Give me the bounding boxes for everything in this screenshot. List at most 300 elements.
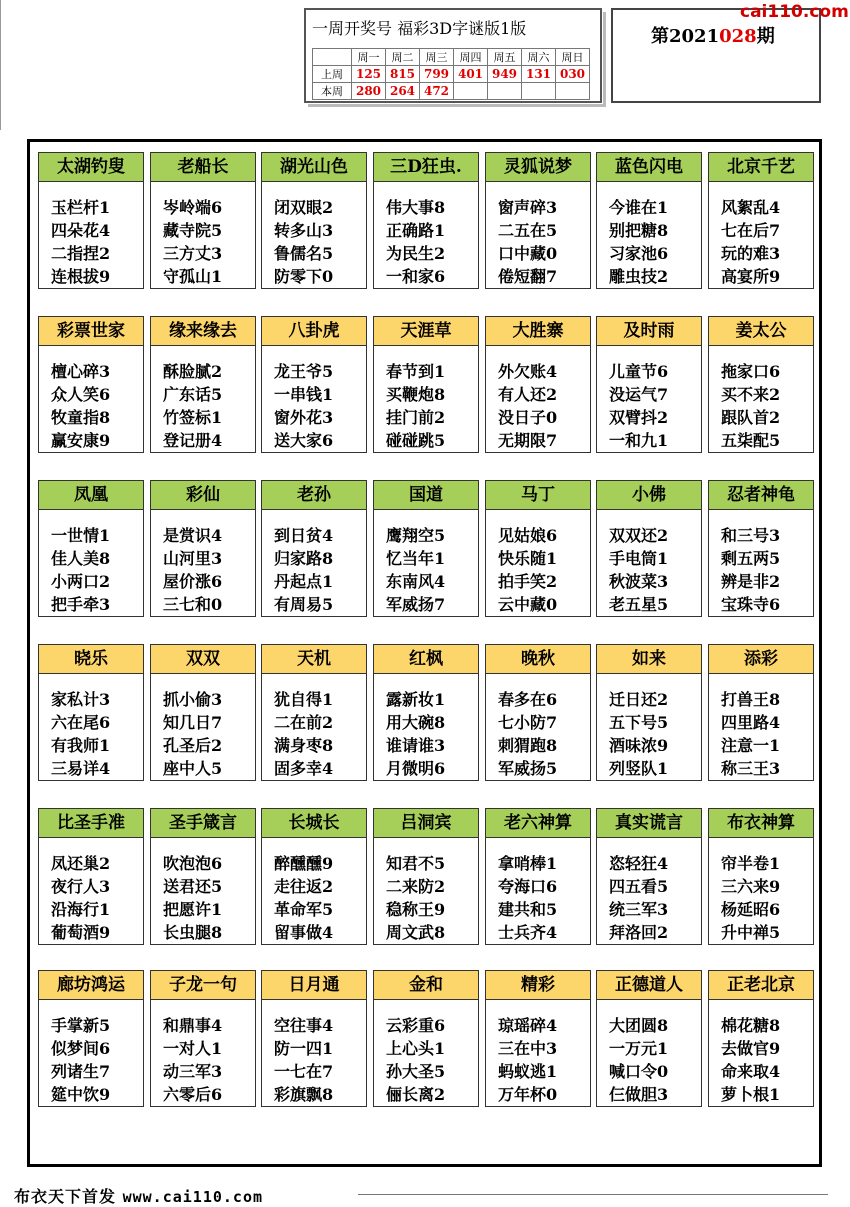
result-number: 280 [352,83,386,100]
riddle-line: 士兵齐4 [498,923,558,942]
riddle-line: 棉花糖8 [721,1016,781,1035]
result-number: 799 [420,66,454,83]
riddle-cell [38,480,144,617]
riddle-lines [709,346,813,452]
riddle-lines [151,674,255,780]
riddle-lines [374,838,478,944]
riddle-line: 口中藏0 [498,244,558,263]
riddle-line: 春多在6 [498,690,558,709]
author-name: 及时雨 [597,317,701,346]
riddle-cell [485,970,591,1107]
riddle-cell [150,970,256,1107]
riddle-line: 一和九1 [609,431,669,450]
riddle-line: 空往事4 [274,1016,334,1035]
riddle-lines [39,1000,143,1106]
author-name: 凤凰 [39,481,143,510]
riddle-cell [261,808,367,945]
riddle-line: 登记册4 [163,431,223,450]
riddle-cell [150,644,256,781]
result-number [522,83,556,100]
riddle-cell [485,316,591,453]
author-name: 国道 [374,481,478,510]
riddle-line: 拖家口6 [721,362,781,381]
riddle-line: 列诸生7 [51,1062,111,1081]
riddle-lines [262,838,366,944]
riddle-line: 升中禅5 [721,923,781,942]
riddle-lines [151,510,255,616]
riddle-lines [262,674,366,780]
riddle-cell [38,644,144,781]
riddle-cell [373,970,479,1107]
footer-credit: 布衣天下首发 www.cai110.com [14,1187,264,1206]
day-label: 周六 [522,49,556,66]
riddle-cell [596,480,702,617]
result-number [454,83,488,100]
author-name: 彩票世家 [39,317,143,346]
riddle-lines [597,838,701,944]
riddle-cell [261,152,367,289]
footer-rule [358,1194,828,1195]
author-name: 长城长 [262,809,366,838]
riddle-line: 犹自得1 [274,690,334,709]
riddle-line: 用大碗8 [386,713,446,732]
riddle-line: 丹起点1 [274,572,334,591]
riddle-line: 夸海口6 [498,877,558,896]
riddle-line: 双双还2 [609,526,669,545]
riddle-line: 没运气7 [609,385,669,404]
author-name: 廊坊鸿运 [39,971,143,1000]
riddle-line: 无期限7 [498,431,558,450]
author-name: 太湖钓叟 [39,153,143,182]
author-name: 精彩 [486,971,590,1000]
riddle-lines [374,510,478,616]
riddle-line: 鲁儒名5 [274,244,334,263]
riddle-line: 窗外花3 [274,408,334,427]
riddle-cell [373,316,479,453]
author-name: 蓝色闪电 [597,153,701,182]
issue-number: 第2021028期 [651,26,775,47]
result-number [556,83,590,100]
riddle-line: 玉栏杆1 [51,198,111,217]
author-name: 灵狐说梦 [486,153,590,182]
riddle-line: 大团圆8 [609,1016,669,1035]
riddle-line: 孙大圣5 [386,1062,446,1081]
riddle-line: 七在后7 [721,221,781,240]
riddle-line: 建共和5 [498,900,558,919]
riddle-lines [39,346,143,452]
riddle-lines [262,1000,366,1106]
riddle-line: 仨做胆3 [609,1085,669,1104]
riddle-line: 有人还2 [498,385,558,404]
riddle-cell [261,970,367,1107]
riddle-line: 谁请谁3 [386,736,446,755]
riddle-line: 秋波菜3 [609,572,669,591]
riddle-line: 伟大事8 [386,198,446,217]
riddle-line: 把愿许1 [163,900,223,919]
riddle-line: 夜行人3 [51,877,111,896]
author-name: 湖光山色 [262,153,366,182]
riddle-line: 防零下0 [274,267,334,286]
riddle-cell [38,808,144,945]
riddle-line: 五柒配5 [721,431,781,450]
riddle-lines [151,182,255,288]
riddle-line: 一世情1 [51,526,111,545]
riddle-cell [485,480,591,617]
riddle-line: 跟队首2 [721,408,781,427]
author-name: 正德道人 [597,971,701,1000]
riddle-line: 到日贫4 [274,526,334,545]
author-name: 吕洞宾 [374,809,478,838]
draw-results-box [304,8,602,103]
riddle-line: 一串钱1 [274,385,334,404]
author-name: 真实谎言 [597,809,701,838]
riddle-lines [39,838,143,944]
riddle-lines [262,510,366,616]
riddle-line: 别把糖8 [609,221,669,240]
last-week-row [313,66,590,83]
riddle-line: 上心头1 [386,1039,446,1058]
riddle-cell [708,480,814,617]
riddle-line: 和鼎事4 [163,1016,223,1035]
result-number: 125 [352,66,386,83]
riddle-cell [150,480,256,617]
riddle-line: 彩旗飘8 [274,1085,334,1104]
riddle-line: 三七和0 [163,595,223,614]
riddle-line: 二在前2 [274,713,334,732]
riddle-line: 玩的难3 [721,244,781,263]
riddle-line: 一七在7 [274,1062,334,1081]
riddle-lines [374,674,478,780]
riddle-lines [597,346,701,452]
page-edge-line [0,0,1,130]
day-label: 周一 [352,49,386,66]
riddle-line: 一万元1 [609,1039,669,1058]
riddle-cell [485,644,591,781]
last-week-label: 上周 [313,66,352,83]
riddle-line: 鹰翔空5 [386,526,446,545]
riddle-lines [486,838,590,944]
riddle-lines [486,182,590,288]
riddle-line: 似梦间6 [51,1039,111,1058]
riddle-line: 葡萄酒9 [51,923,111,942]
riddle-line: 命来取4 [721,1062,781,1081]
riddle-line: 双臂抖2 [609,408,669,427]
riddle-cell [708,970,814,1107]
riddle-lines [709,182,813,288]
riddle-line: 是赏识4 [163,526,223,545]
riddle-line: 和三号3 [721,526,781,545]
issue-box [611,8,821,103]
riddle-line: 春节到1 [386,362,446,381]
riddle-line: 东南风4 [386,572,446,591]
riddle-line: 稳称王9 [386,900,446,919]
author-name: 子龙一句 [151,971,255,1000]
riddle-line: 四朵花4 [51,221,111,240]
riddle-line: 凤还巢2 [51,854,111,873]
riddle-cell [150,808,256,945]
riddle-line: 沿海行1 [51,900,111,919]
author-name: 老六神算 [486,809,590,838]
day-label: 周五 [488,49,522,66]
riddle-cell [150,152,256,289]
riddle-cell [38,316,144,453]
riddle-line: 众人笑6 [51,385,111,404]
riddle-line: 习家池6 [609,244,669,263]
riddle-line: 五下号5 [609,713,669,732]
author-name: 比圣手准 [39,809,143,838]
riddle-line: 把手牵3 [51,595,111,614]
riddle-line: 岑岭端6 [163,198,223,217]
riddle-lines [151,838,255,944]
riddle-lines [709,510,813,616]
riddle-line: 醉醺醺9 [274,854,334,873]
author-name: 小佛 [597,481,701,510]
riddle-line: 一对人1 [163,1039,223,1058]
riddle-line: 手掌新5 [51,1016,111,1035]
riddle-line: 抓小偷3 [163,690,223,709]
riddle-cell [708,644,814,781]
riddle-line: 拜洛回2 [609,923,669,942]
riddle-line: 老五星5 [609,595,669,614]
riddle-cell [596,808,702,945]
riddle-line: 碰碰跳5 [386,431,446,450]
riddle-line: 去做官9 [721,1039,781,1058]
author-name: 日月通 [262,971,366,1000]
riddle-lines [709,1000,813,1106]
riddle-line: 家私计3 [51,690,111,709]
riddle-lines [597,674,701,780]
author-name: 八卦虎 [262,317,366,346]
author-name: 如来 [597,645,701,674]
day-label: 周二 [386,49,420,66]
riddle-cell [373,480,479,617]
riddle-line: 龙王爷5 [274,362,334,381]
result-number: 472 [420,83,454,100]
riddle-lines [151,1000,255,1106]
riddle-line: 送大家6 [274,431,334,450]
riddle-line: 知几日7 [163,713,223,732]
riddle-lines [39,674,143,780]
riddle-line: 迁日还2 [609,690,669,709]
riddle-line: 满身枣8 [274,736,334,755]
riddle-line: 留事做4 [274,923,334,942]
author-name: 天涯草 [374,317,478,346]
result-number: 030 [556,66,590,83]
result-number: 264 [386,83,420,100]
riddle-line: 三易详4 [51,759,111,778]
result-number: 131 [522,66,556,83]
riddle-line: 座中人5 [163,759,223,778]
riddle-cell [596,152,702,289]
riddle-line: 拍手笑2 [498,572,558,591]
riddle-line: 佳人美8 [51,549,111,568]
riddle-lines [486,1000,590,1106]
riddle-lines [374,1000,478,1106]
riddle-line: 称三王3 [721,759,781,778]
riddle-line: 四里路4 [721,713,781,732]
riddle-lines [486,674,590,780]
riddle-line: 竹签标1 [163,408,223,427]
riddle-line: 见姑娘6 [498,526,558,545]
author-name: 红枫 [374,645,478,674]
riddle-line: 忆当年1 [386,549,446,568]
riddle-lines [486,346,590,452]
author-name: 马丁 [486,481,590,510]
riddle-line: 檀心碎3 [51,362,111,381]
riddle-line: 风絮乱4 [721,198,781,217]
riddle-cell [261,644,367,781]
riddle-lines [374,346,478,452]
result-number: 949 [488,66,522,83]
riddle-line: 吹泡泡6 [163,854,223,873]
author-name: 缘来缘去 [151,317,255,346]
riddle-line: 酒味浓9 [609,736,669,755]
riddle-cell [373,644,479,781]
riddle-line: 知君不5 [386,854,446,873]
riddle-cell [708,808,814,945]
riddle-line: 月微明6 [386,759,446,778]
footer-url: www.cai110.com [122,1188,264,1206]
riddle-line: 连根拔9 [51,267,111,286]
riddle-line: 拿哨棒1 [498,854,558,873]
author-name: 三D狂虫. [374,153,478,182]
riddle-line: 帘半卷1 [721,854,781,873]
riddle-line: 军威扬7 [386,595,446,614]
riddle-line: 买不来2 [721,385,781,404]
riddle-cell [261,316,367,453]
riddle-line: 露新妆1 [386,690,446,709]
riddle-line: 有我师1 [51,736,111,755]
riddle-line: 赢安康9 [51,431,111,450]
riddle-line: 买鞭炮8 [386,385,446,404]
riddle-line: 倦短翻7 [498,267,558,286]
riddle-line: 藏寺院5 [163,221,223,240]
author-name: 正老北京 [709,971,813,1000]
riddle-line: 屋价涨6 [163,572,223,591]
riddle-line: 萝卜根1 [721,1085,781,1104]
riddle-line: 注意一1 [721,736,781,755]
riddle-lines [262,182,366,288]
riddle-line: 归家路8 [274,549,334,568]
riddle-cell [150,316,256,453]
riddle-line: 四五看5 [609,877,669,896]
riddle-line: 七小防7 [498,713,558,732]
riddle-line: 筵中饮9 [51,1085,111,1104]
riddle-line: 列竖队1 [609,759,669,778]
author-name: 老船长 [151,153,255,182]
author-name: 天机 [262,645,366,674]
author-name: 老孙 [262,481,366,510]
riddle-line: 琼瑶碎4 [498,1016,558,1035]
riddle-line: 快乐随1 [498,549,558,568]
issue-number-red: 028 [719,26,757,47]
riddle-cell [373,152,479,289]
riddle-line: 一和家6 [386,267,446,286]
riddle-line: 送君还5 [163,877,223,896]
riddle-cell [485,152,591,289]
riddle-line: 云中藏0 [498,595,558,614]
riddle-line: 恣轻狂4 [609,854,669,873]
riddle-line: 山河里3 [163,549,223,568]
riddle-line: 为民生2 [386,244,446,263]
riddle-line: 有周易5 [274,595,334,614]
riddle-lines [262,346,366,452]
riddle-cell [485,808,591,945]
riddle-lines [709,838,813,944]
riddle-board [27,139,822,1167]
riddle-lines [597,510,701,616]
riddle-line: 闭双眼2 [274,198,334,217]
riddle-lines [39,510,143,616]
riddle-line: 万年杯0 [498,1085,558,1104]
author-name: 布衣神算 [709,809,813,838]
riddle-cell [373,808,479,945]
riddle-line: 守孤山1 [163,267,223,286]
riddle-line: 周文武8 [386,923,446,942]
riddle-line: 六零后6 [163,1085,223,1104]
riddle-line: 六在尾6 [51,713,111,732]
riddle-line: 蚂蚁逃1 [498,1062,558,1081]
riddle-line: 宝珠寺6 [721,595,781,614]
riddle-cell [261,480,367,617]
riddle-line: 外欠账4 [498,362,558,381]
riddle-line: 动三军3 [163,1062,223,1081]
author-name: 添彩 [709,645,813,674]
riddle-line: 没日子0 [498,408,558,427]
riddle-line: 喊口令0 [609,1062,669,1081]
draw-results-title: 一周开奖号 福彩3D字谜版1版 [312,19,527,38]
riddle-line: 防一四1 [274,1039,334,1058]
author-name: 晚秋 [486,645,590,674]
this-week-row [313,83,590,100]
riddle-line: 手电筒1 [609,549,669,568]
riddle-line: 小两口2 [51,572,111,591]
riddle-line: 高宴所9 [721,267,781,286]
author-name: 圣手箴言 [151,809,255,838]
riddle-cell [38,970,144,1107]
riddle-cell [596,970,702,1107]
riddle-line: 孔圣后2 [163,736,223,755]
author-name: 大胜寨 [486,317,590,346]
riddle-line: 统三军3 [609,900,669,919]
result-number [488,83,522,100]
riddle-line: 长虫腿8 [163,923,223,942]
day-header-row [313,49,590,66]
riddle-line: 今谁在1 [609,198,669,217]
riddle-cell [596,316,702,453]
riddle-line: 云彩重6 [386,1016,446,1035]
riddle-cell [596,644,702,781]
author-name: 姜太公 [709,317,813,346]
riddle-line: 走往返2 [274,877,334,896]
riddle-line: 俪长离2 [386,1085,446,1104]
riddle-lines [151,346,255,452]
author-name: 双双 [151,645,255,674]
riddle-lines [597,1000,701,1106]
this-week-label: 本周 [313,83,352,100]
riddle-cell [708,316,814,453]
riddle-line: 剩五两5 [721,549,781,568]
day-label: 周日 [556,49,590,66]
draw-results-table [312,48,590,100]
riddle-lines [709,674,813,780]
author-name: 北京千艺 [709,153,813,182]
riddle-line: 固多幸4 [274,759,334,778]
result-number: 401 [454,66,488,83]
riddle-line: 杨延昭6 [721,900,781,919]
riddle-line: 窗声碎3 [498,198,558,217]
riddle-line: 二来防2 [386,877,446,896]
